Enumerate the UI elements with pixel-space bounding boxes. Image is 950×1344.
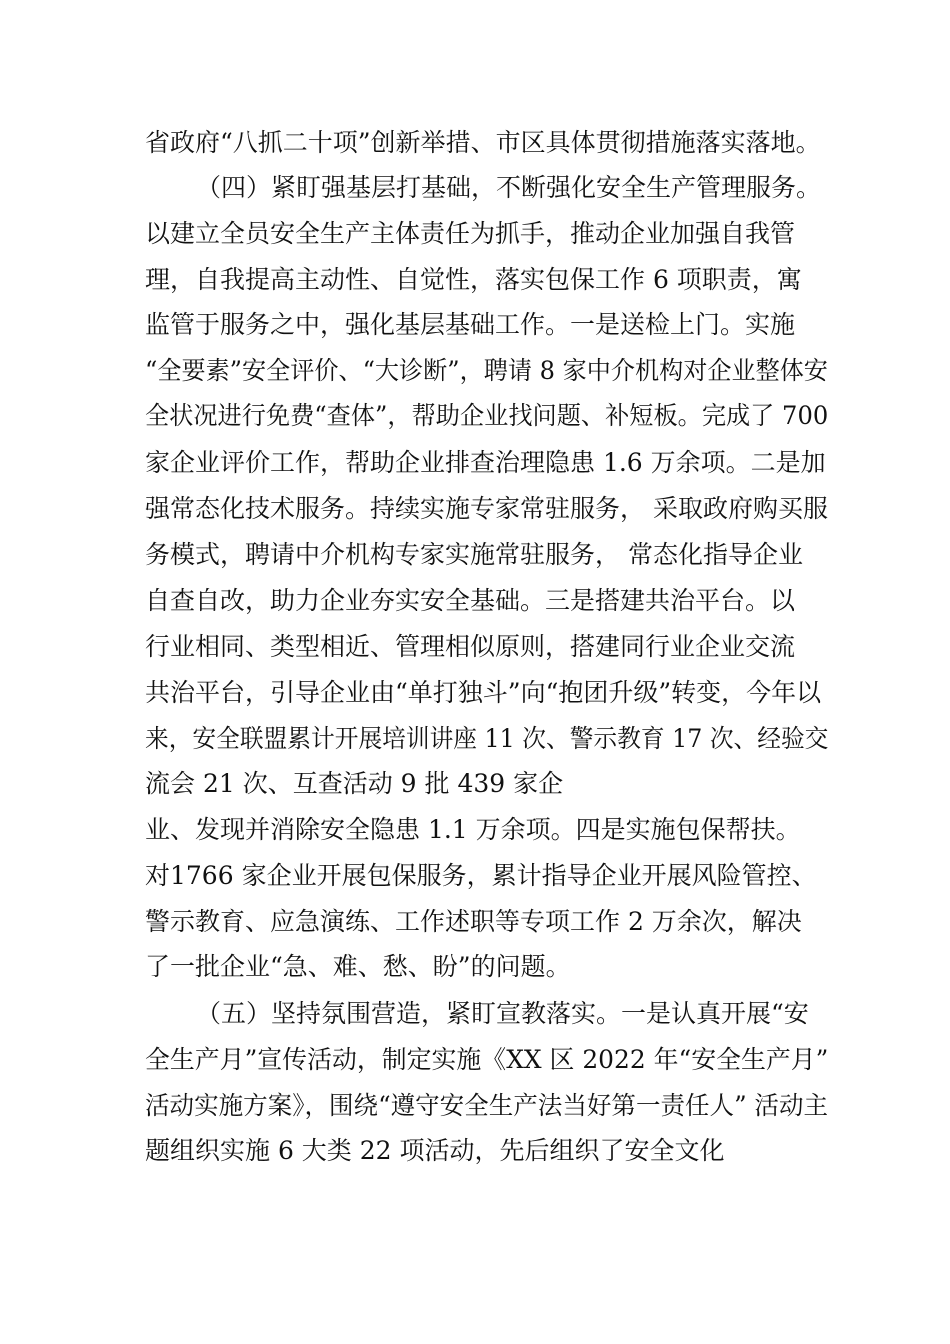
text-line-18: 警示教育、应急演练、工作述职等专项工作 2 万余次，解决 [145,907,802,936]
text-line-12: 行业相同、类型相近、管理相似原则，搭建同行业企业交流 [145,632,796,661]
text-line-1: 省政府“八抓二十项”创新举措、市区具体贯彻措施落实落地。 [145,128,821,157]
text-line-9: 强常态化技术服务。持续实施专家常驻服务， 采取政府购买服 [145,494,828,523]
text-line-14: 来，安全联盟累计开展培训讲座 11 次、警示教育 17 次、经验交 [145,724,829,753]
text-line-7: 全状况进行免费“查体”，帮助企业找问题、补短板。完成了 700 [145,401,829,430]
text-line-21: 全生产月”宣传活动，制定实施《XX 区 2022 年“安全生产月” [145,1045,829,1074]
section-heading-4: （四）紧盯强基层打基础，不断强化安全生产管理服务。 [196,173,822,202]
text-line-3: 以建立全员安全生产主体责任为抓手，推动企业加强自我管 [145,219,796,248]
text-line-23: 题组织实施 6 大类 22 项活动，先后组织了安全文化 [145,1136,725,1165]
text-line-11: 自查自改，助力企业夯实安全基础。三是搭建共治平台。以 [145,586,796,615]
text-line-5: 监管于服务之中，强化基层基础工作。一是送检上门。实施 [145,310,796,339]
section-heading-5: （五）坚持氛围营造，紧盯宣教落实。一是认真开展“安 [196,999,809,1028]
text-line-13: 共治平台，引导企业由“单打独斗”向“抱团升级”转变，今年以 [145,678,822,707]
text-line-15: 流会 21 次、互查活动 9 批 439 家企 [145,769,564,798]
text-line-4: 理，自我提高主动性、自觉性，落实包保工作 6 项职责，寓 [145,265,802,294]
text-line-22: 活动实施方案》，围绕“遵守安全生产法当好第一责任人” 活动主 [145,1091,829,1120]
text-line-19: 了一批企业“急、难、愁、盼”的问题。 [145,952,571,981]
text-line-6: “全要素”安全评价、“大诊断”，聘请 8 家中介机构对企业整体安 [145,356,828,385]
text-line-10: 务模式，聘请中介机构专家实施常驻服务， 常态化指导企业 [145,540,803,569]
text-line-16: 业、发现并消除安全隐患 1.1 万余项。四是实施包保帮扶。 [145,815,801,844]
text-line-8: 家企业评价工作，帮助企业排查治理隐患 1.6 万余项。二是加 [145,448,826,477]
text-line-17: 对1766 家企业开展包保服务，累计指导企业开展风险管控、 [145,861,817,890]
